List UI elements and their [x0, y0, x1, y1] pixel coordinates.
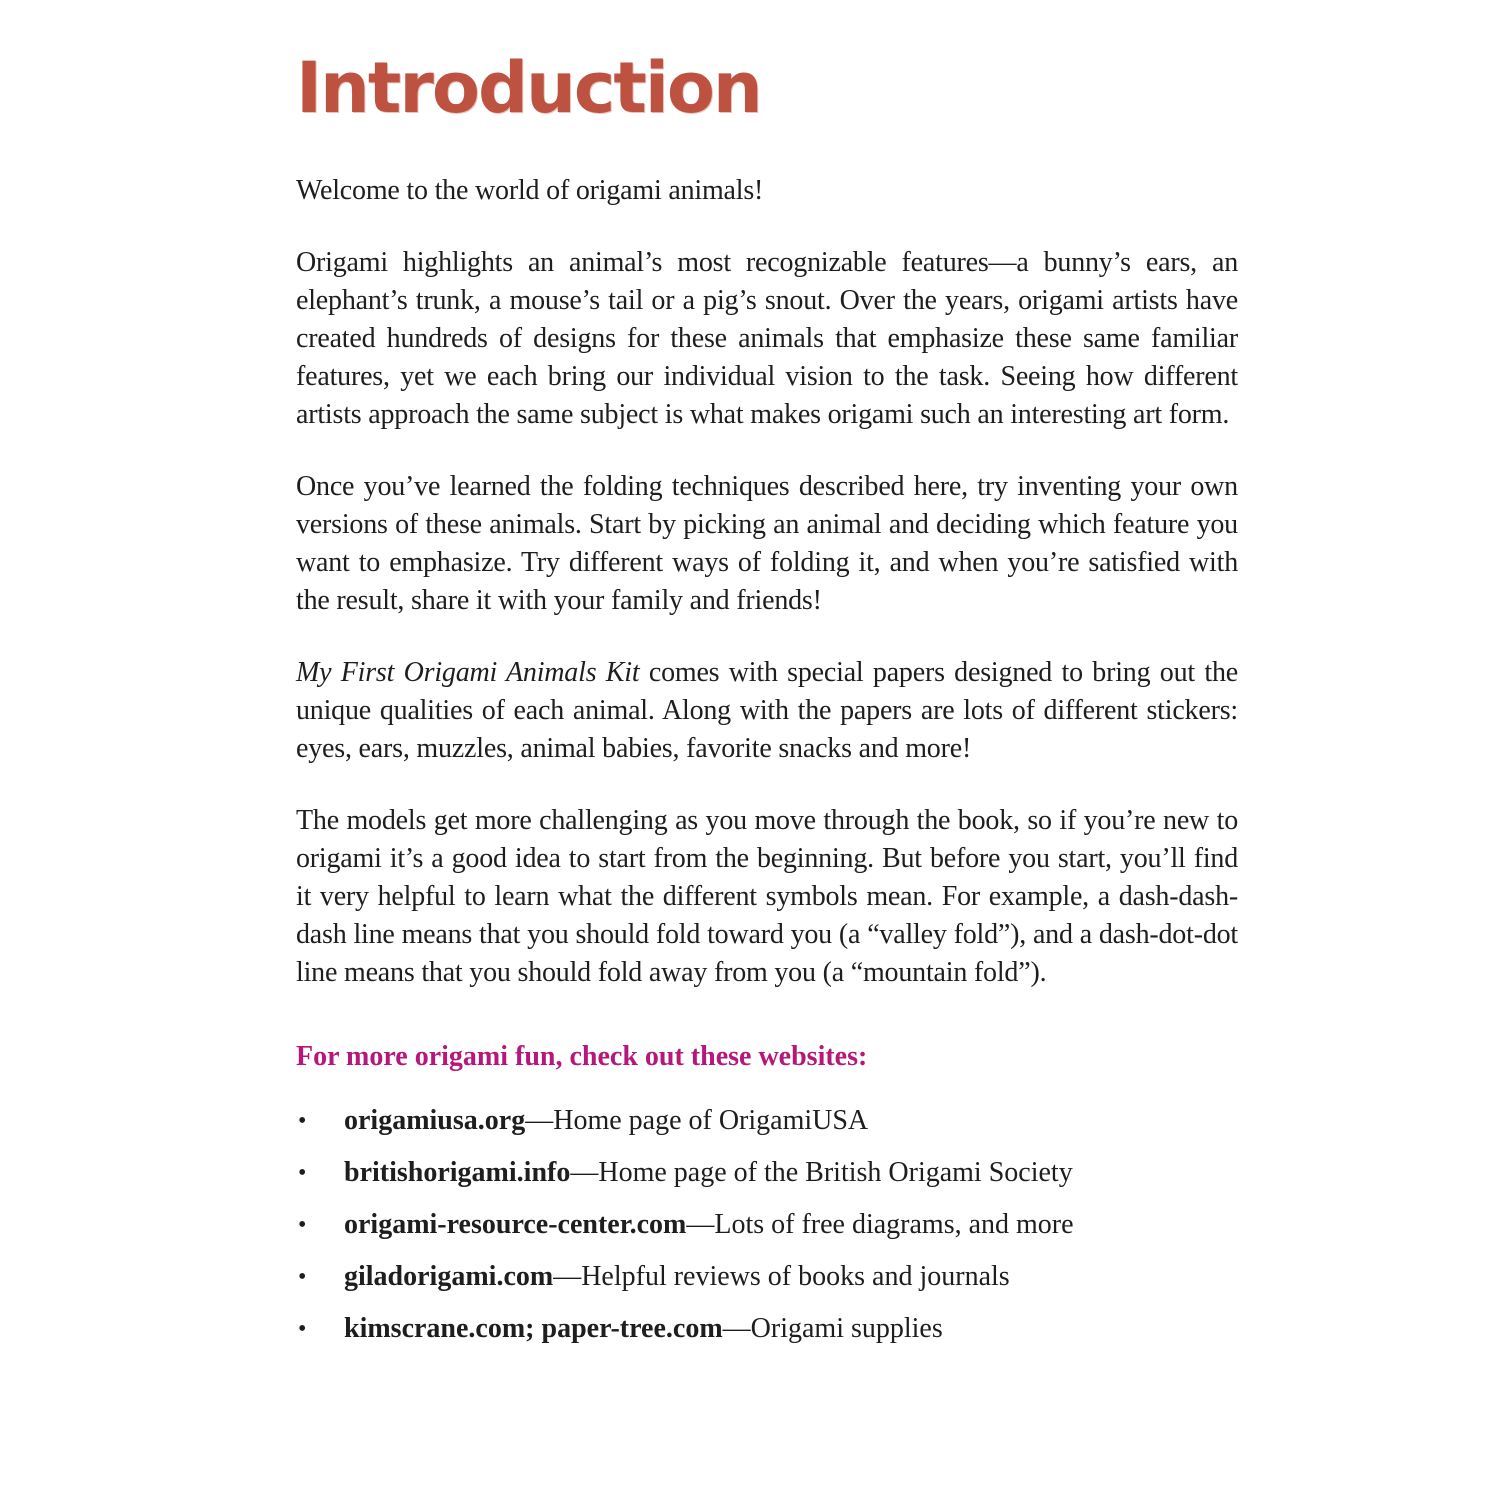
- page-title: Introduction: [296, 47, 761, 129]
- paragraph-text: comes with special papers designed to bring out the unique qualities of each animal. Along with the papers are lots of different stickers: eyes, ears, muzzles, animal babies, favorite snacks and more!: [296, 656, 1238, 764]
- bullet-icon: •: [298, 1315, 307, 1342]
- website-description: —Home page of the British Origami Society: [570, 1156, 1073, 1188]
- website-description: —Origami supplies: [722, 1312, 943, 1344]
- website-name: giladorigami.com: [344, 1260, 554, 1292]
- paragraph-text: Once you’ve learned the folding techniques described here, try inventing your own versions of these animals. Start by picking an animal and deciding which feature you want to emphasize. Try different ways of folding it, and when you’re satisfied with the result, share it with your family and friends!: [296, 470, 1238, 616]
- bullet-icon: •: [298, 1107, 307, 1134]
- list-item: [296, 1206, 1238, 1244]
- websites-list: [296, 1102, 1238, 1348]
- website-description: —Home page of OrigamiUSA: [525, 1104, 869, 1136]
- paragraph-kit-description: [296, 654, 1238, 768]
- list-item: [296, 1102, 1238, 1140]
- bullet-icon: •: [298, 1263, 307, 1290]
- paragraph-welcome: [296, 172, 1238, 210]
- website-name: origamiusa.org: [344, 1104, 526, 1136]
- paragraph-text: Welcome to the world of origami animals!: [296, 174, 764, 206]
- website-description: —Lots of free diagrams, and more: [686, 1208, 1074, 1240]
- bullet-icon: •: [298, 1211, 307, 1238]
- paragraph-origami-highlights: [296, 244, 1238, 434]
- websites-heading: For more origami fun, check out these websites:: [296, 1040, 868, 1072]
- bullet-icon: •: [298, 1159, 307, 1186]
- paragraph-symbols: [296, 802, 1238, 992]
- paragraph-italic-lead: My First Origami Animals Kit: [296, 656, 640, 688]
- list-item: [296, 1258, 1238, 1296]
- paragraph-text: Origami highlights an animal’s most recognizable features—a bunny’s ears, an elephant’s trunk, a mouse’s tail or a pig’s snout. Over the years, origami artists have created hundreds of designs for these animals that emphasize these same familiar features, yet we each bring our individual vision to the task. Seeing how different artists approach the same subject is what makes origami such an interesting art form.: [296, 246, 1238, 430]
- website-name: kimscrane.com; paper-tree.com: [344, 1312, 723, 1344]
- list-item: [296, 1310, 1238, 1348]
- website-name: britishorigami.info: [344, 1156, 571, 1188]
- paragraph-text: The models get more challenging as you move through the book, so if you’re new to origami it’s a good idea to start from the beginning. But before you start, you’ll find it very helpful to learn what the different symbols mean. For example, a dash-dash-dash line means that you should fold toward you (a “valley fold”), and a dash-dot-dot line means that you should fold away from you (a “mountain fold”).: [296, 804, 1238, 988]
- website-description: —Helpful reviews of books and journals: [553, 1260, 1010, 1292]
- website-name: origami-resource-center.com: [344, 1208, 687, 1240]
- paragraph-folding-techniques: [296, 468, 1238, 620]
- list-item: [296, 1154, 1238, 1192]
